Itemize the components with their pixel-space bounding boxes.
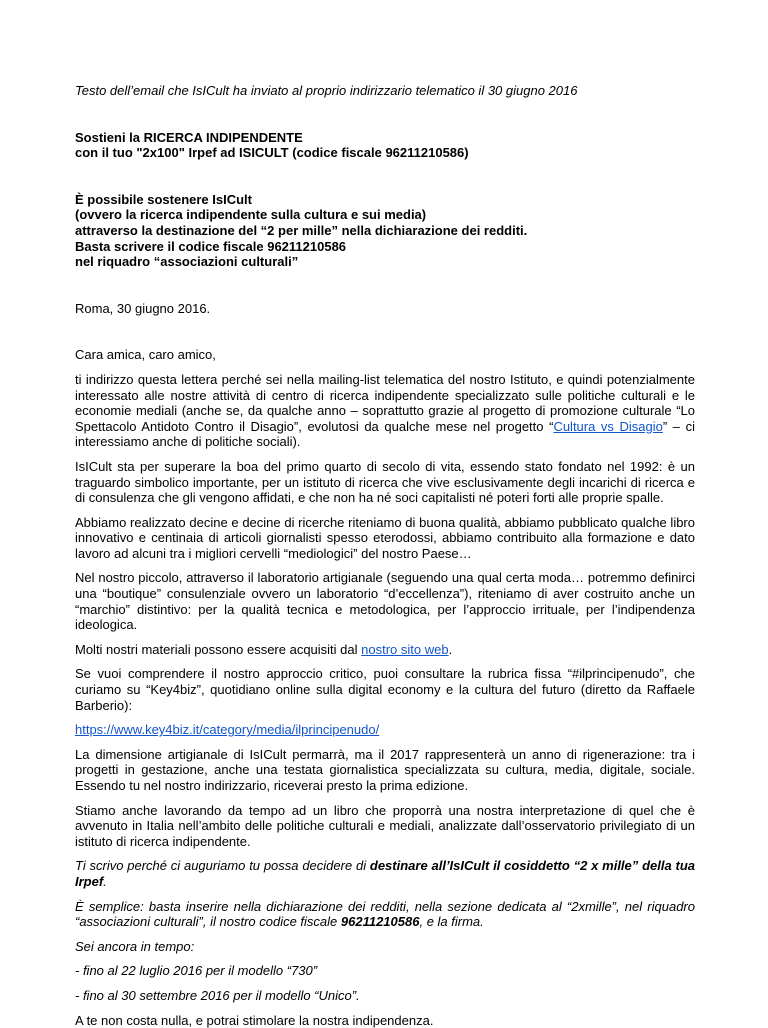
paragraph-9-tail: . — [103, 873, 107, 889]
paragraph-9-text: Ti scrivo perché ci auguriamo tu possa decidere di — [75, 858, 370, 874]
paragraph-9 — [75, 858, 695, 889]
letter-page — [75, 83, 695, 1028]
paragraph-5 — [75, 642, 695, 658]
appeal-line-4: Basta scrivere il codice fiscale 96211210586 — [75, 238, 347, 254]
paragraph-11: Sei ancora in tempo: — [75, 938, 195, 954]
paragraph-6: Se vuoi comprendere il nostro approccio critico, puoi consultare la rubrica fissa “#ilprincipenudo”, che curiamo su “Key4biz”, quotidiano online sulla digital economy e la cultura del futuro (diretto da Raffaele Barberio): — [75, 666, 695, 713]
cultura-vs-disagio-link[interactable]: Cultura vs Disagio — [553, 418, 663, 434]
appeal-line-5: nel riquadro “associazioni culturali” — [75, 254, 299, 270]
appeal-line-3: attraverso la destinazione del “2 per mille” nella dichiarazione dei redditi. — [75, 222, 528, 238]
paragraph-7: La dimensione artigianale di IsICult permarrà, ma il 2017 rappresenterà un anno di rigenerazione: tra i progetti in gestazione, anche una testata giornalistica specializzata su cultura, media, digitale, sociale. Essendo tu nel nostro indirizzario, riceverai presto la prima edizione. — [75, 746, 695, 793]
paragraph-2: IsICult sta per superare la boa del primo quarto di secolo di vita, essendo stato fondato nel 1992: è un traguardo simbolico importante, per un istituto di ricerca che vive esclusivamente degli incarichi di ricerca e di consulenza che gli vengono affidati, e che non ha né soci capitalisti né poteri forti alle proprie spalle. — [75, 458, 695, 506]
headline — [75, 130, 695, 161]
website-link[interactable]: nostro sito web — [361, 641, 449, 657]
tax-code-bold: 96211210586 — [340, 914, 420, 930]
appeal-block — [75, 192, 695, 270]
intro-line: Testo dell’email che IsICult ha inviato al proprio indirizzario telematico il 30 giugno 2016 — [75, 83, 578, 98]
paragraph-5-text: Molti nostri materiali possono essere acquisiti dal — [75, 641, 362, 657]
greeting: Cara amica, caro amico, — [75, 347, 216, 363]
paragraph-4: Nel nostro piccolo, attraverso il laboratorio artigianale (seguendo una qual certa moda… potremmo definirci una “boutique” consulenziale ovvero un laboratorio “d’eccellenza”), riteniamo di aver costruito anche un “marchio” distintivo: per la qualità tecnica e metodologica, per l’approccio irrituale, per l’indipendenza ideologica. — [75, 570, 695, 633]
paragraph-1-tail: ” – ci interessiamo anche di politiche sociali). — [75, 418, 695, 450]
headline-line-1: Sostieni la RICERCA INDIPENDENTE — [75, 129, 303, 145]
paragraph-5-tail: . — [448, 641, 453, 657]
paragraph-10-tail: , e la firma. — [419, 914, 484, 930]
paragraph-9-bold: destinare all’IsICult il cosiddetto “2 x mille” della tua Irpef — [75, 858, 695, 889]
paragraph-8: Stiamo anche lavorando da tempo ad un libro che proporrà una nostra interpretazione di quel che è avvenuto in Italia nell’ambito delle politiche culturali e mediali, analizzate dall’osservatorio privilegiato di un istituto di ricerca indipendente. — [75, 802, 695, 849]
url-line — [75, 722, 695, 738]
closing-line: A te non costa nulla, e potrai stimolare la nostra indipendenza. — [75, 1012, 434, 1028]
paragraph-10-text: È semplice: basta inserire nella dichiarazione dei redditi, nella sezione dedicata al “2xmille”, nel riquadro “associazioni culturali”, il nostro codice fiscale — [75, 898, 695, 930]
appeal-line-2: (ovvero la ricerca indipendente sulla cultura e sui media) — [75, 207, 427, 223]
paragraph-1 — [75, 372, 695, 450]
paragraph-3: Abbiamo realizzato decine e decine di ricerche riteniamo di buona qualità, abbiamo pubblicato qualche libro innovativo e centinaia di articoli giornalisti spesso eterodossi, abbiamo contribuito alla formazione e dato lavoro ad alcuni tra i migliori cervelli “mediologici” del nostro Paese… — [75, 514, 695, 561]
date-line: Roma, 30 giugno 2016. — [75, 300, 211, 316]
deadline-730: - fino al 22 luglio 2016 per il modello “730” — [75, 963, 318, 979]
deadline-unico: - fino al 30 settembre 2016 per il modello “Unico”. — [75, 987, 360, 1003]
key4biz-url-link[interactable]: https://www.key4biz.it/category/media/ilprincipenudo/ — [75, 722, 380, 738]
paragraph-10 — [75, 899, 695, 930]
headline-line-2: con il tuo "2x100" Irpef ad ISICULT (codice fiscale 96211210586) — [75, 145, 469, 161]
paragraph-1-text: ti indirizzo questa lettera perché sei nella mailing-list telematica del nostro Istituto, e quindi potenzialmente interessato alle nostre attività di centro di ricerca indipendente specializzato sulle politiche culturali e le economie mediali (anche se, da qualche anno – soprattutto grazie al progetto di promozione culturale “Lo Spettacolo Antidoto Contro il Disagio”, evolutosi da qualche mese nel progetto “ — [75, 371, 695, 434]
appeal-line-1: È possibile sostenere IsICult — [75, 191, 252, 207]
